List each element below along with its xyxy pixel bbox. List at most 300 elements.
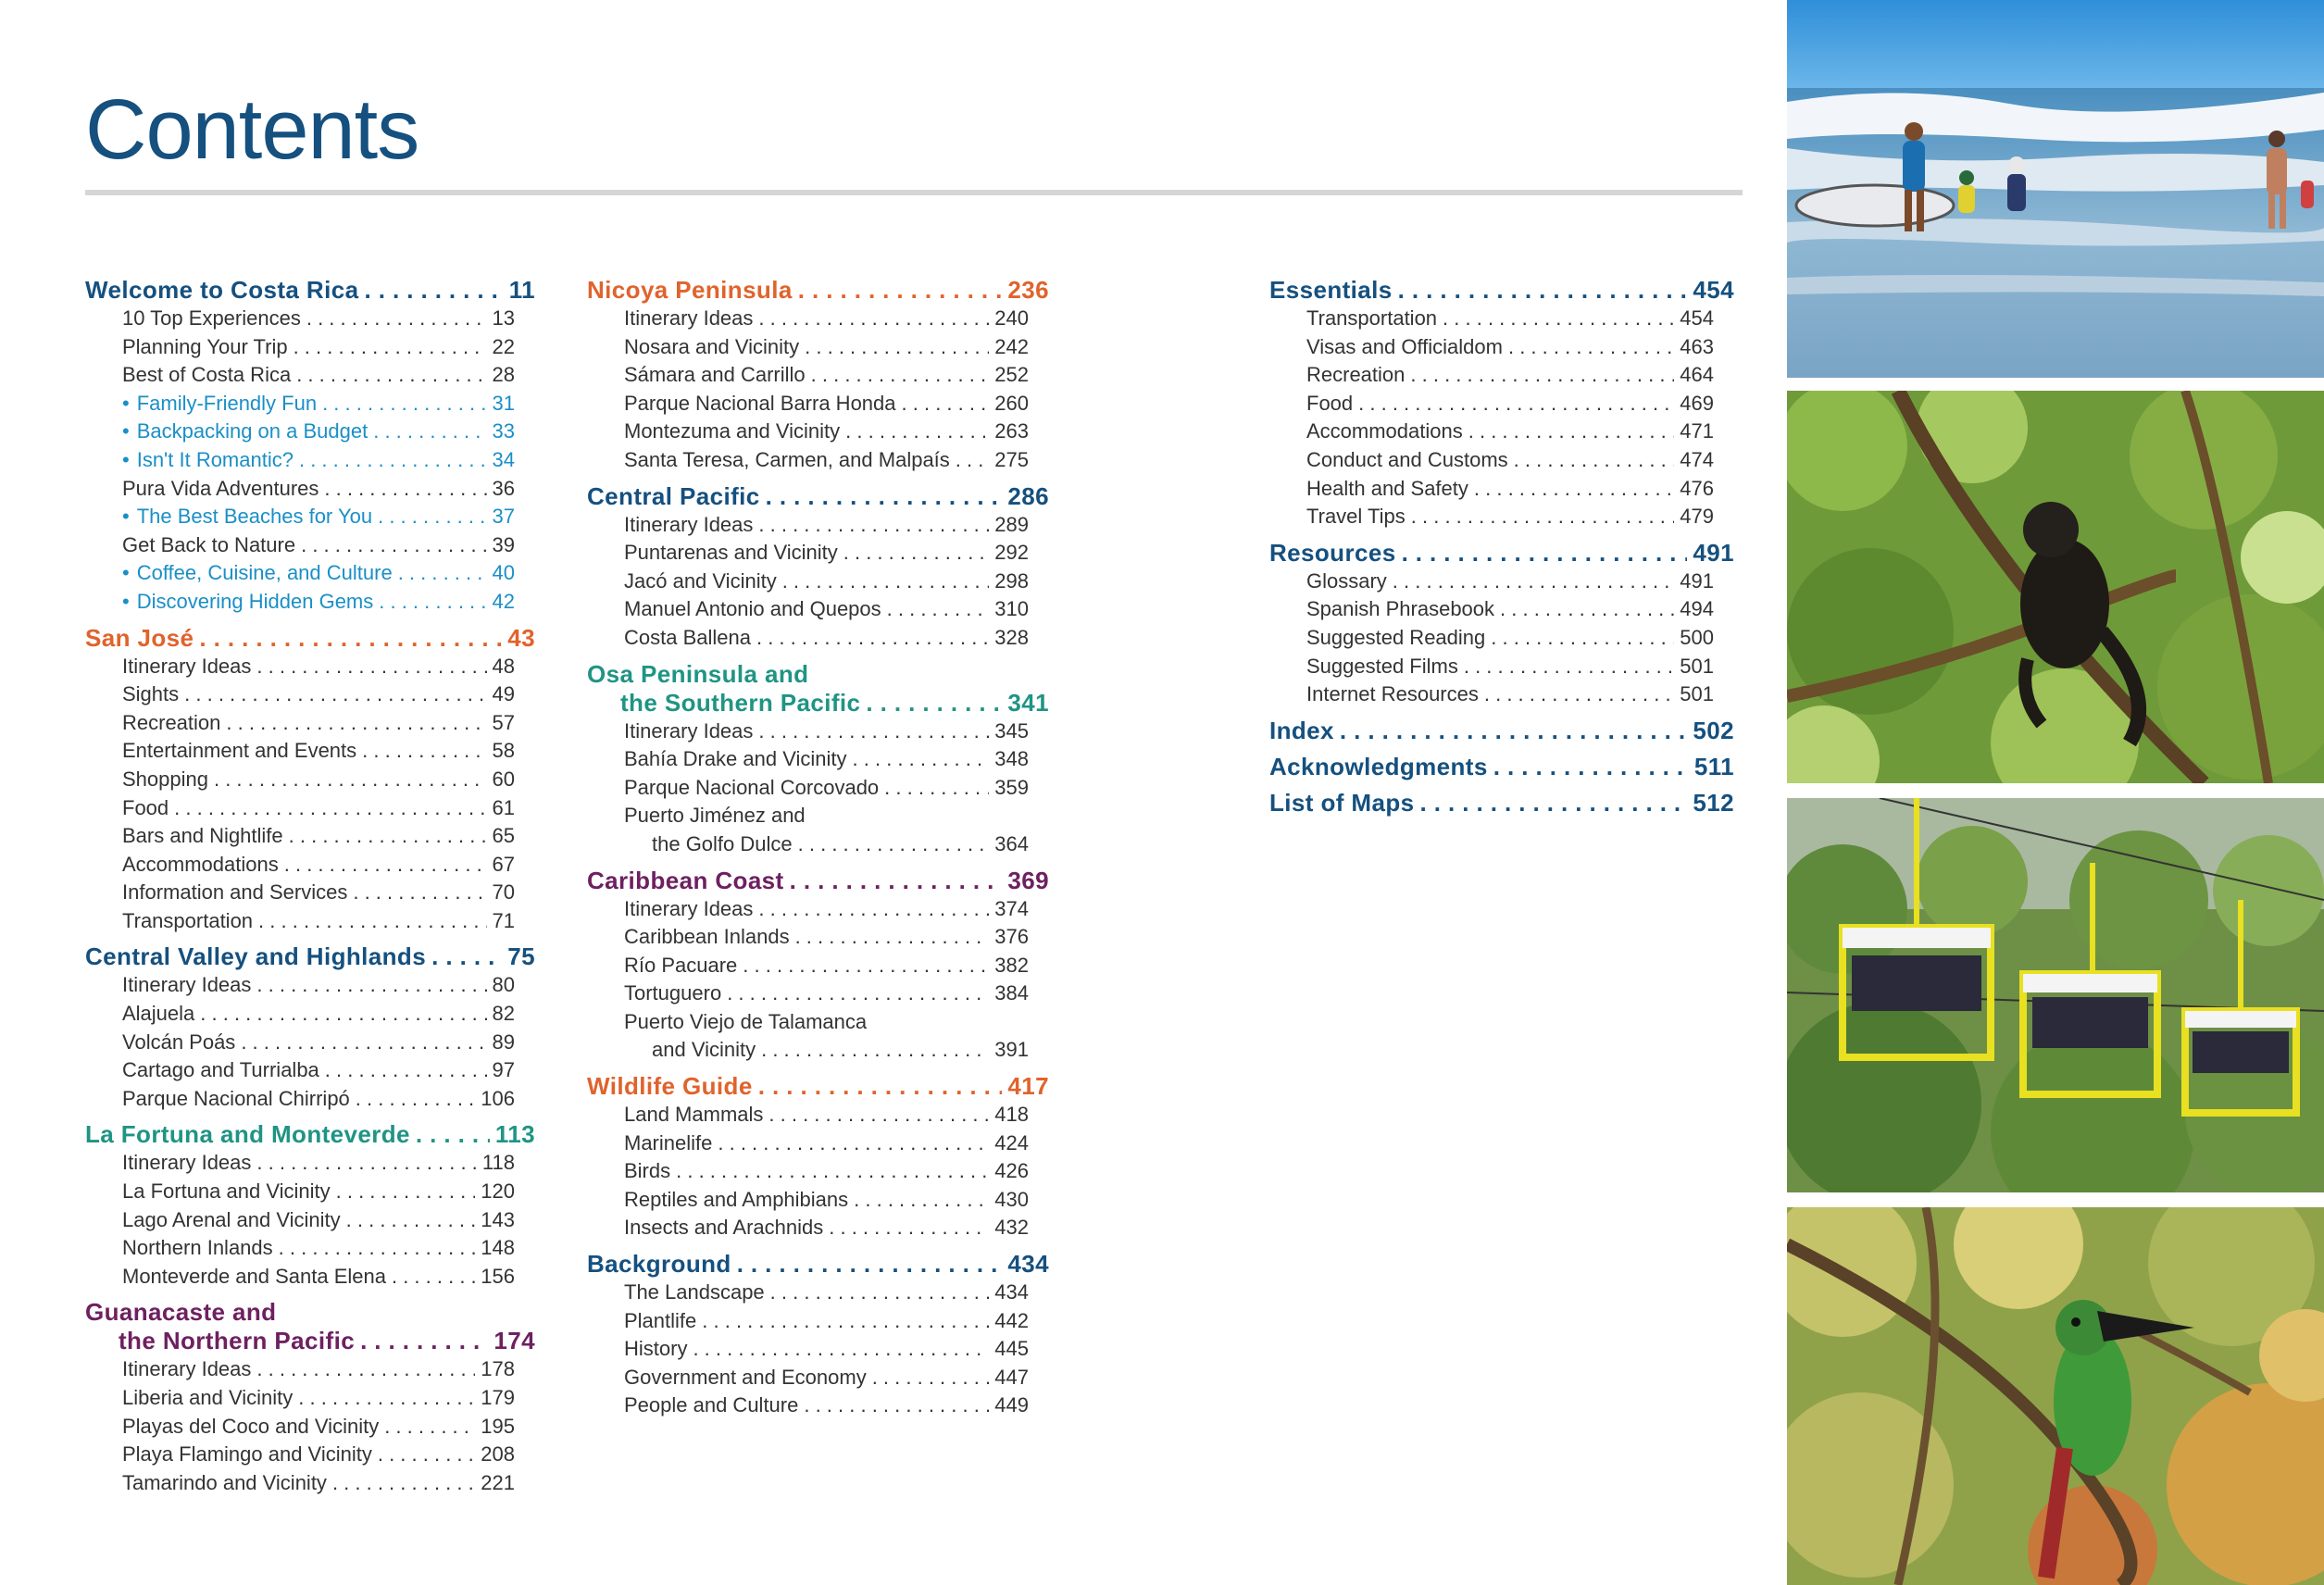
toc-entry[interactable] — [85, 1000, 515, 1029]
entry-title[interactable]: The Landscape — [624, 1280, 765, 1304]
toc-entry[interactable] — [587, 333, 1029, 362]
entry-title[interactable]: Insects and Arachnids — [624, 1216, 824, 1240]
section-title[interactable]: Resources — [1269, 538, 1396, 567]
howler-monkey-image — [1787, 391, 2324, 783]
toc-entry[interactable] — [85, 709, 515, 738]
entry-title[interactable]: Shopping — [122, 767, 208, 791]
toc-entry[interactable] — [85, 971, 515, 1000]
entry-title[interactable]: History — [624, 1337, 688, 1361]
toc-entry[interactable] — [587, 1129, 1029, 1158]
section-title[interactable]: Caribbean Coast — [587, 866, 784, 894]
dot-leader — [1464, 653, 1674, 681]
section-heading[interactable] — [587, 276, 1049, 305]
section-entries — [587, 305, 1049, 475]
section-title[interactable]: Wildlife Guide — [587, 1072, 753, 1101]
toc-entry[interactable] — [587, 361, 1029, 390]
toc-entry[interactable] — [85, 305, 515, 333]
section-entries — [85, 305, 535, 617]
section-heading[interactable] — [85, 1298, 535, 1327]
featured-entry[interactable] — [85, 418, 515, 446]
entry-title[interactable]: Accommodations — [122, 852, 279, 876]
dot-leader — [805, 333, 989, 362]
toc-entry[interactable] — [587, 1279, 1029, 1307]
dot-leader — [298, 1384, 475, 1413]
section-heading[interactable] — [587, 689, 1049, 718]
section-title[interactable]: San José — [85, 623, 194, 652]
section-title[interactable]: Nicoya Peninsula — [587, 276, 793, 304]
entry-title[interactable]: The Best Beaches for You — [136, 505, 373, 529]
toc-entry[interactable] — [85, 653, 515, 681]
entry-title[interactable]: Conduct and Customs — [1306, 447, 1508, 471]
entry-title[interactable]: Puerto Viejo de Talamanca — [624, 1009, 868, 1033]
entry-page-number: 474 — [1680, 447, 1714, 471]
dot-leader — [956, 446, 989, 475]
entry-title[interactable]: Plantlife — [624, 1308, 697, 1332]
entry-title[interactable]: Río Pacuare — [624, 953, 738, 977]
entry-title[interactable]: Suggested Reading — [1306, 625, 1486, 649]
dot-leader — [843, 539, 990, 568]
featured-entry[interactable] — [85, 588, 515, 617]
entry-title[interactable]: Jacó and Vicinity — [624, 568, 777, 593]
section-title[interactable]: List of Maps — [1269, 788, 1415, 817]
entry-title[interactable]: Parque Nacional Barra Honda — [624, 391, 896, 415]
entry-title[interactable]: Marinelife — [624, 1130, 713, 1154]
dot-leader — [332, 1469, 475, 1498]
dot-leader — [1393, 568, 1674, 596]
toc-section — [1269, 753, 1734, 781]
entry-page-number: 143 — [481, 1207, 515, 1231]
toc-entry[interactable] — [85, 766, 515, 794]
dot-leader — [214, 766, 487, 794]
toc-entry[interactable] — [85, 475, 515, 504]
entry-title[interactable]: Accommodations — [1306, 419, 1463, 443]
entry-title[interactable]: Itinerary Ideas — [624, 306, 754, 330]
toc-entry[interactable] — [587, 390, 1029, 418]
dot-leader — [1468, 418, 1675, 446]
section-title[interactable]: Osa Peninsula and — [587, 659, 809, 688]
section-page-number: 286 — [1007, 481, 1049, 510]
toc-entry[interactable] — [587, 568, 1029, 596]
dot-leader — [226, 709, 486, 738]
dot-leader — [1410, 361, 1674, 390]
toc-entry[interactable] — [587, 511, 1029, 540]
section-title[interactable]: Welcome to Costa Rica — [85, 276, 359, 304]
entry-title[interactable]: Recreation — [1306, 363, 1406, 387]
entry-page-number: 57 — [492, 710, 515, 734]
entry-title[interactable]: Food — [1306, 391, 1354, 415]
section-heading[interactable] — [85, 1120, 535, 1149]
dot-leader — [200, 1000, 486, 1029]
toc-entry[interactable] — [85, 1085, 515, 1114]
toc-entry[interactable] — [587, 418, 1029, 446]
dot-leader — [1508, 333, 1674, 362]
entry-title[interactable]: Puntarenas and Vicinity — [624, 541, 838, 565]
entry-page-number: 263 — [994, 419, 1029, 443]
dot-leader — [364, 276, 503, 305]
entry-title[interactable]: Sights — [122, 682, 180, 706]
toc-entry[interactable] — [85, 361, 515, 390]
entry-page-number: 33 — [492, 419, 515, 443]
featured-entry[interactable] — [85, 559, 515, 588]
section-heading[interactable] — [1269, 539, 1734, 568]
toc-entry[interactable] — [1269, 305, 1714, 333]
toc-section — [85, 276, 535, 617]
dot-leader — [241, 1029, 486, 1057]
toc-entry[interactable] — [587, 745, 1029, 774]
toc-entry[interactable] — [1269, 361, 1714, 390]
entry-page-number: 28 — [492, 363, 515, 387]
dot-leader — [1398, 276, 1688, 305]
entry-title[interactable]: Sámara and Carrillo — [624, 363, 806, 387]
entry-title[interactable]: and Vicinity — [652, 1038, 756, 1062]
entry-title[interactable]: Transportation — [122, 908, 254, 932]
toc-entry[interactable] — [587, 624, 1029, 653]
section-title[interactable]: Essentials — [1269, 276, 1393, 304]
entry-page-number: 67 — [492, 852, 515, 876]
dot-leader — [1493, 753, 1689, 781]
dot-leader — [804, 1392, 989, 1420]
entry-page-number: 118 — [481, 1151, 515, 1175]
toc-entry[interactable] — [1269, 418, 1714, 446]
toc-entry[interactable] — [1269, 680, 1714, 709]
entry-title[interactable]: Spanish Phrasebook — [1306, 597, 1495, 621]
section-title[interactable]: Central Valley and Highlands — [85, 942, 427, 971]
section-entries — [587, 895, 1049, 1066]
toc-entry[interactable] — [587, 1214, 1029, 1242]
entry-title[interactable]: Itinerary Ideas — [624, 718, 754, 743]
section-heading[interactable] — [587, 482, 1049, 511]
dot-leader — [768, 1101, 989, 1129]
entry-title[interactable]: Planning Your Trip — [122, 334, 288, 358]
toc-section — [85, 1120, 535, 1291]
dot-leader — [693, 1335, 989, 1364]
dot-leader — [279, 1234, 476, 1263]
toc-entry[interactable] — [85, 1355, 515, 1384]
entry-title[interactable]: Itinerary Ideas — [624, 896, 754, 920]
section-heading[interactable] — [587, 1072, 1049, 1101]
toc-section — [1269, 276, 1734, 531]
toc-entry[interactable] — [587, 1008, 1029, 1037]
dot-leader — [1491, 624, 1674, 653]
toc-entry[interactable] — [85, 794, 515, 823]
entry-title[interactable]: Liberia and Vicinity — [122, 1386, 294, 1409]
entry-page-number: 469 — [1680, 391, 1714, 415]
entry-title[interactable]: Nosara and Vicinity — [624, 334, 800, 358]
entry-title[interactable]: Lago Arenal and Vicinity — [122, 1207, 341, 1231]
toc-entry[interactable] — [85, 1263, 515, 1292]
entry-title[interactable]: Caribbean Inlands — [624, 925, 790, 949]
dot-leader — [256, 1355, 475, 1384]
dot-leader — [790, 867, 1003, 895]
dot-leader — [1443, 305, 1674, 333]
toc-entry[interactable] — [85, 680, 515, 709]
dot-leader — [676, 1157, 989, 1186]
toc-entry[interactable] — [85, 822, 515, 851]
dot-leader — [737, 1250, 1003, 1279]
entry-page-number: 442 — [994, 1308, 1029, 1332]
entry-title[interactable]: Itinerary Ideas — [122, 1151, 252, 1175]
toc-entry[interactable] — [85, 333, 515, 362]
toc-entry[interactable] — [85, 1029, 515, 1057]
entry-title[interactable]: Entertainment and Events — [122, 739, 357, 763]
toc-section — [85, 1298, 535, 1497]
entry-page-number: 208 — [481, 1442, 515, 1466]
toc-entry[interactable] — [587, 980, 1029, 1008]
bullet-icon: • — [122, 447, 130, 471]
toc-entry[interactable] — [85, 1149, 515, 1178]
entry-title[interactable]: Parque Nacional Chirripó — [122, 1086, 350, 1110]
dot-leader — [324, 475, 486, 504]
section-heading[interactable] — [85, 276, 535, 305]
toc-entry[interactable] — [85, 1206, 515, 1235]
entry-page-number: 48 — [492, 654, 515, 678]
toc-entry[interactable] — [85, 737, 515, 766]
entry-title[interactable]: Glossary — [1306, 568, 1387, 593]
entry-page-number: 434 — [994, 1280, 1029, 1304]
entry-page-number: 447 — [994, 1365, 1029, 1389]
entry-title[interactable]: Tamarindo and Vicinity — [122, 1470, 327, 1494]
section-title[interactable]: the Southern Pacific — [620, 688, 861, 717]
entry-title[interactable]: Food — [122, 795, 169, 819]
section-title[interactable]: the Northern Pacific — [119, 1327, 356, 1355]
entry-page-number: 97 — [492, 1058, 515, 1082]
toc-entry[interactable] — [587, 1101, 1029, 1129]
toc-section — [587, 276, 1049, 475]
entry-title[interactable]: Itinerary Ideas — [122, 1357, 252, 1381]
entry-title[interactable]: Santa Teresa, Carmen, and Malpaís — [624, 447, 950, 471]
entry-title[interactable]: Itinerary Ideas — [122, 654, 252, 678]
toc-entry[interactable] — [85, 1441, 515, 1469]
entry-page-number: 376 — [994, 925, 1029, 949]
section-heading[interactable] — [1269, 717, 1734, 745]
entry-title[interactable]: Bars and Nightlife — [122, 824, 283, 848]
entry-title[interactable]: Coffee, Cuisine, and Culture — [136, 561, 393, 585]
entry-page-number: 22 — [492, 334, 515, 358]
entry-title[interactable]: the Golfo Dulce — [652, 831, 793, 855]
featured-entry[interactable] — [85, 503, 515, 531]
entry-title[interactable]: Parque Nacional Corcovado — [624, 775, 880, 799]
section-heading[interactable] — [587, 660, 1049, 689]
section-page-number: 113 — [494, 1120, 535, 1149]
section-entries — [85, 1149, 535, 1291]
toc-entry[interactable] — [587, 595, 1029, 624]
bullet-icon: • — [122, 561, 130, 585]
toc-entry[interactable] — [85, 531, 515, 560]
dot-leader — [378, 1441, 475, 1469]
entry-page-number: 34 — [492, 447, 515, 471]
toc-entry[interactable] — [85, 1056, 515, 1085]
entry-page-number: 345 — [994, 718, 1029, 743]
section-title[interactable]: Guanacaste and — [85, 1298, 277, 1327]
section-heading[interactable] — [85, 1327, 535, 1355]
toc-entry[interactable] — [587, 1392, 1029, 1420]
section-heading[interactable] — [85, 624, 535, 653]
entry-title[interactable]: Land Mammals — [624, 1103, 764, 1127]
dot-leader — [360, 1327, 488, 1355]
dot-leader — [758, 305, 989, 333]
dot-leader — [853, 745, 990, 774]
entry-title[interactable]: Cartago and Turrialba — [122, 1058, 319, 1082]
dot-leader — [392, 1263, 475, 1292]
entry-title[interactable]: Montezuma and Vicinity — [624, 419, 841, 443]
entry-title[interactable]: Costa Ballena — [624, 625, 751, 649]
toc-entry[interactable] — [587, 830, 1029, 859]
toc-entry[interactable] — [1269, 333, 1714, 362]
entry-page-number: 359 — [994, 775, 1029, 799]
section-title[interactable]: La Fortuna and Monteverde — [85, 1120, 410, 1149]
entry-title[interactable]: Alajuela — [122, 1002, 195, 1026]
section-heading[interactable] — [1269, 276, 1734, 305]
entry-title[interactable]: Bahía Drake and Vicinity — [624, 747, 847, 771]
toc-entry[interactable] — [85, 1178, 515, 1206]
featured-entry[interactable] — [85, 390, 515, 418]
entry-page-number: 178 — [481, 1357, 515, 1381]
toc-entry[interactable] — [1269, 653, 1714, 681]
dot-leader — [829, 1214, 989, 1242]
entry-title[interactable]: Get Back to Nature — [122, 532, 296, 556]
toc-entry[interactable] — [1269, 390, 1714, 418]
toc-entry[interactable] — [587, 952, 1029, 980]
featured-entry[interactable] — [85, 446, 515, 475]
entry-title[interactable]: Tortuguero — [624, 981, 722, 1005]
section-heading[interactable] — [1269, 753, 1734, 781]
entry-title[interactable]: Health and Safety — [1306, 476, 1468, 500]
entry-title[interactable]: Internet Resources — [1306, 682, 1479, 706]
dot-leader — [258, 907, 486, 936]
entry-page-number: 426 — [994, 1159, 1029, 1183]
toc-entry[interactable] — [587, 1157, 1029, 1186]
section-title[interactable]: Acknowledgments — [1269, 752, 1488, 780]
entry-page-number: 71 — [492, 908, 515, 932]
section-heading[interactable] — [587, 1250, 1049, 1279]
toc-entry[interactable] — [1269, 446, 1714, 475]
toc-entry[interactable] — [1269, 595, 1714, 624]
dot-leader — [373, 418, 486, 446]
entry-title[interactable]: Recreation — [122, 710, 221, 734]
entry-title[interactable]: Suggested Films — [1306, 654, 1458, 678]
toc-entry[interactable] — [85, 1469, 515, 1498]
section-heading[interactable] — [85, 942, 535, 971]
toc-entry[interactable] — [587, 1186, 1029, 1215]
entry-title[interactable]: Northern Inlands — [122, 1236, 273, 1260]
dot-leader — [758, 895, 989, 924]
entry-title[interactable]: Birds — [624, 1159, 671, 1183]
toc-entry[interactable] — [85, 1413, 515, 1441]
entry-title[interactable]: Discovering Hidden Gems — [136, 589, 374, 613]
entry-title[interactable]: Puerto Jiménez and — [624, 804, 806, 828]
entry-title[interactable]: People and Culture — [624, 1393, 799, 1417]
entry-title[interactable]: Backpacking on a Budget — [136, 419, 369, 443]
entry-title[interactable]: Information and Services — [122, 880, 348, 905]
dot-leader — [362, 737, 486, 766]
toc-entry[interactable] — [587, 923, 1029, 952]
dot-leader — [887, 595, 990, 624]
section-title[interactable]: Central Pacific — [587, 481, 760, 510]
entry-page-number: 348 — [994, 747, 1029, 771]
dot-leader — [296, 361, 486, 390]
section-heading[interactable] — [587, 867, 1049, 895]
toc-entry[interactable] — [85, 1234, 515, 1263]
section-entries — [587, 1101, 1049, 1242]
entry-title[interactable]: Reptiles and Amphibians — [624, 1187, 849, 1211]
entry-page-number: 391 — [994, 1038, 1029, 1062]
entry-title[interactable]: Pura Vida Adventures — [122, 476, 319, 500]
entry-page-number: 179 — [481, 1386, 515, 1409]
entry-title[interactable]: Playa Flamingo and Vicinity — [122, 1442, 372, 1466]
entry-title[interactable]: Manuel Antonio and Quepos — [624, 597, 881, 621]
entry-page-number: 454 — [1680, 306, 1714, 330]
section-entries — [587, 511, 1049, 653]
toc-section — [1269, 717, 1734, 745]
toc-entry[interactable] — [587, 539, 1029, 568]
entry-title[interactable]: Playas del Coco and Vicinity — [122, 1414, 380, 1438]
dot-leader — [756, 624, 989, 653]
toc-entry[interactable] — [85, 1384, 515, 1413]
entry-title[interactable]: Volcán Poás — [122, 1030, 236, 1054]
entry-page-number: 89 — [492, 1030, 515, 1054]
toc-entry[interactable] — [1269, 475, 1714, 504]
toc-entry[interactable] — [85, 907, 515, 936]
toc-section — [587, 867, 1049, 1066]
toc-entry[interactable] — [587, 802, 1029, 830]
entry-page-number: 430 — [994, 1187, 1029, 1211]
entry-page-number: 494 — [1680, 597, 1714, 621]
entry-title[interactable]: Government and Economy — [624, 1365, 867, 1389]
dot-leader — [199, 624, 502, 653]
toc-entry[interactable] — [587, 1335, 1029, 1364]
section-title[interactable]: Background — [587, 1250, 731, 1279]
section-page-number: 512 — [1693, 788, 1734, 817]
dot-leader — [798, 830, 990, 859]
toc-entry[interactable] — [1269, 624, 1714, 653]
section-heading[interactable] — [1269, 789, 1734, 817]
toc-entry[interactable] — [587, 718, 1029, 746]
entry-title[interactable]: Visas and Officialdom — [1306, 334, 1503, 358]
toc-entry[interactable] — [587, 774, 1029, 803]
toc-entry[interactable] — [85, 851, 515, 880]
toc-entry[interactable] — [1269, 503, 1714, 531]
toc-entry[interactable] — [587, 1364, 1029, 1392]
section-title[interactable]: Index — [1269, 716, 1334, 744]
entry-page-number: 384 — [994, 981, 1029, 1005]
toc-entry[interactable] — [587, 895, 1029, 924]
entry-title[interactable]: Isn't It Romantic? — [136, 447, 294, 471]
entry-title[interactable]: La Fortuna and Vicinity — [122, 1179, 331, 1204]
dot-leader — [811, 361, 990, 390]
toc-entry[interactable] — [587, 1307, 1029, 1336]
dot-leader — [379, 588, 486, 617]
entry-title[interactable]: Transportation — [1306, 306, 1438, 330]
entry-page-number: 37 — [492, 505, 515, 529]
section-page-number: 502 — [1693, 716, 1734, 744]
entry-title[interactable]: 10 Top Experiences — [122, 306, 301, 330]
entry-title[interactable]: Travel Tips — [1306, 505, 1406, 529]
toc-entry[interactable] — [587, 1036, 1029, 1065]
toc-entry[interactable] — [85, 879, 515, 907]
entry-page-number: 260 — [994, 391, 1029, 415]
toc-entry[interactable] — [1269, 568, 1714, 596]
dot-leader — [758, 1072, 1003, 1101]
toc-entry[interactable] — [587, 305, 1029, 333]
entry-title[interactable]: Itinerary Ideas — [122, 973, 252, 997]
entry-title[interactable]: Itinerary Ideas — [624, 512, 754, 536]
entry-title[interactable]: Family-Friendly Fun — [136, 391, 318, 415]
entry-title[interactable]: Monteverde and Santa Elena — [122, 1264, 386, 1288]
entry-title[interactable]: Best of Costa Rica — [122, 363, 292, 387]
section-page-number: 341 — [1007, 688, 1049, 717]
entry-page-number: 471 — [1680, 419, 1714, 443]
toc-entry[interactable] — [587, 446, 1029, 475]
